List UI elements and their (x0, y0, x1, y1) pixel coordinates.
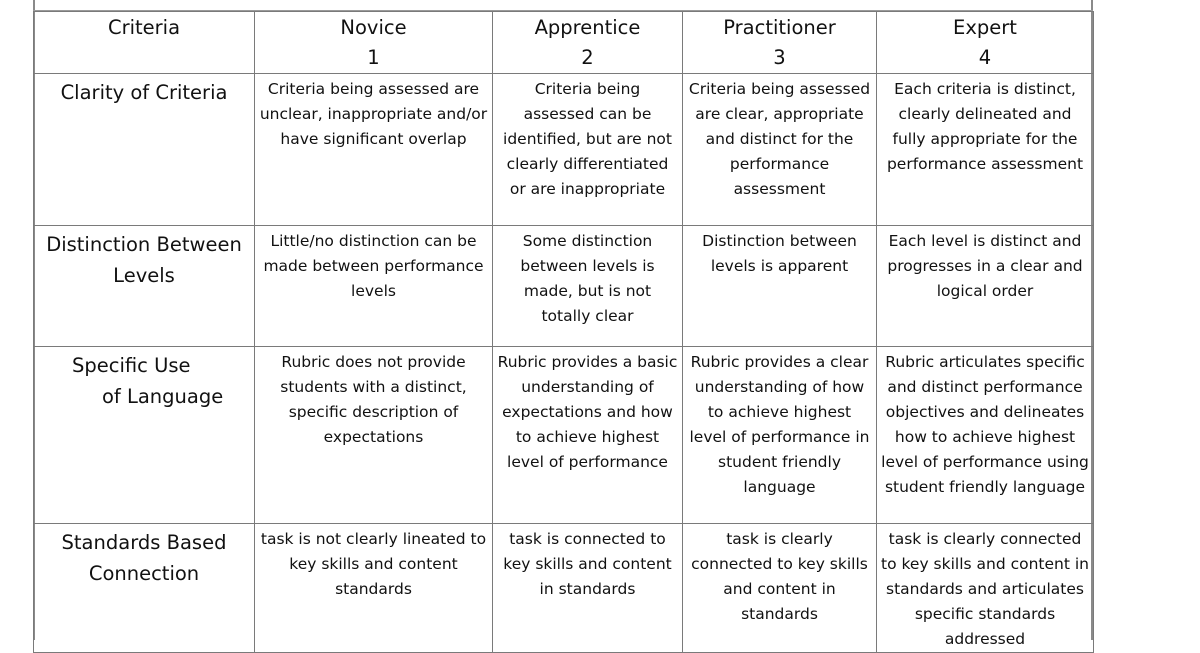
table-row (34, 347, 1094, 524)
rubric-cell-apprentice: Rubric provides a basic understanding of expectations and how to achieve highest level of performance (493, 347, 683, 524)
rubric-cell-practitioner: task is clearly connected to key skills and content in standards (683, 524, 877, 653)
header-criteria (34, 12, 255, 74)
rubric-cell-expert: Rubric articulates specific and distinct performance objectives and delineates how to achieve highest level of performance using student friendly language (877, 347, 1094, 524)
rubric-cell-apprentice: task is connected to key skills and content in standards (493, 524, 683, 653)
criterion-cell: Standards Based Connection (34, 524, 255, 653)
rubric-cell-novice: Little/no distinction can be made between performance levels (255, 226, 493, 347)
criterion-line: Specific Use (72, 354, 191, 377)
criterion-cell: Clarity of Criteria (34, 74, 255, 226)
header-level-practitioner (683, 12, 877, 74)
rubric-cell-apprentice: Some distinction between levels is made, but is not totally clear (493, 226, 683, 347)
rubric-cell-practitioner: Rubric provides a clear understanding of how to achieve highest level of performance in student friendly language (683, 347, 877, 524)
header-level-apprentice (493, 12, 683, 74)
criterion-line: of Language (102, 385, 224, 408)
table-row (34, 74, 1094, 226)
table-row (34, 524, 1094, 653)
rubric-cell-expert: Each level is distinct and progresses in a clear and logical order (877, 226, 1094, 347)
rubric-cell-practitioner: Criteria being assessed are clear, appropriate and distinct for the performance assessment (683, 74, 877, 226)
rubric-cell-expert: Each criteria is distinct, clearly delineated and fully appropriate for the performance assessment (877, 74, 1094, 226)
level-score: 1 (367, 46, 380, 69)
rubric-cell-expert: task is clearly connected to key skills and content in standards and articulates specific standards addressed (877, 524, 1094, 653)
level-name: Expert (953, 16, 1017, 39)
rubric-table (33, 11, 1094, 653)
header-row (34, 12, 1094, 74)
rubric-cell-novice: Rubric does not provide students with a distinct, specific description of expectations (255, 347, 493, 524)
rubric-cell-novice: task is not clearly lineated to key skills and content standards (255, 524, 493, 653)
level-name: Practitioner (723, 16, 836, 39)
criterion-cell: Distinction Between Levels (34, 226, 255, 347)
level-score: 2 (581, 46, 594, 69)
criterion-cell (34, 347, 255, 524)
header-level-expert (877, 12, 1094, 74)
level-name: Apprentice (534, 16, 641, 39)
rubric-cell-novice: Criteria being assessed are unclear, inappropriate and/or have significant overlap (255, 74, 493, 226)
header-level-novice (255, 12, 493, 74)
level-score: 3 (773, 46, 786, 69)
rubric-cell-apprentice: Criteria being assessed can be identified, but are not clearly differentiated or are inappropriate (493, 74, 683, 226)
header-criteria-label: Criteria (107, 16, 181, 39)
rubric-cell-practitioner: Distinction between levels is apparent (683, 226, 877, 347)
level-name: Novice (340, 16, 407, 39)
table-row (34, 226, 1094, 347)
level-score: 4 (978, 46, 992, 69)
